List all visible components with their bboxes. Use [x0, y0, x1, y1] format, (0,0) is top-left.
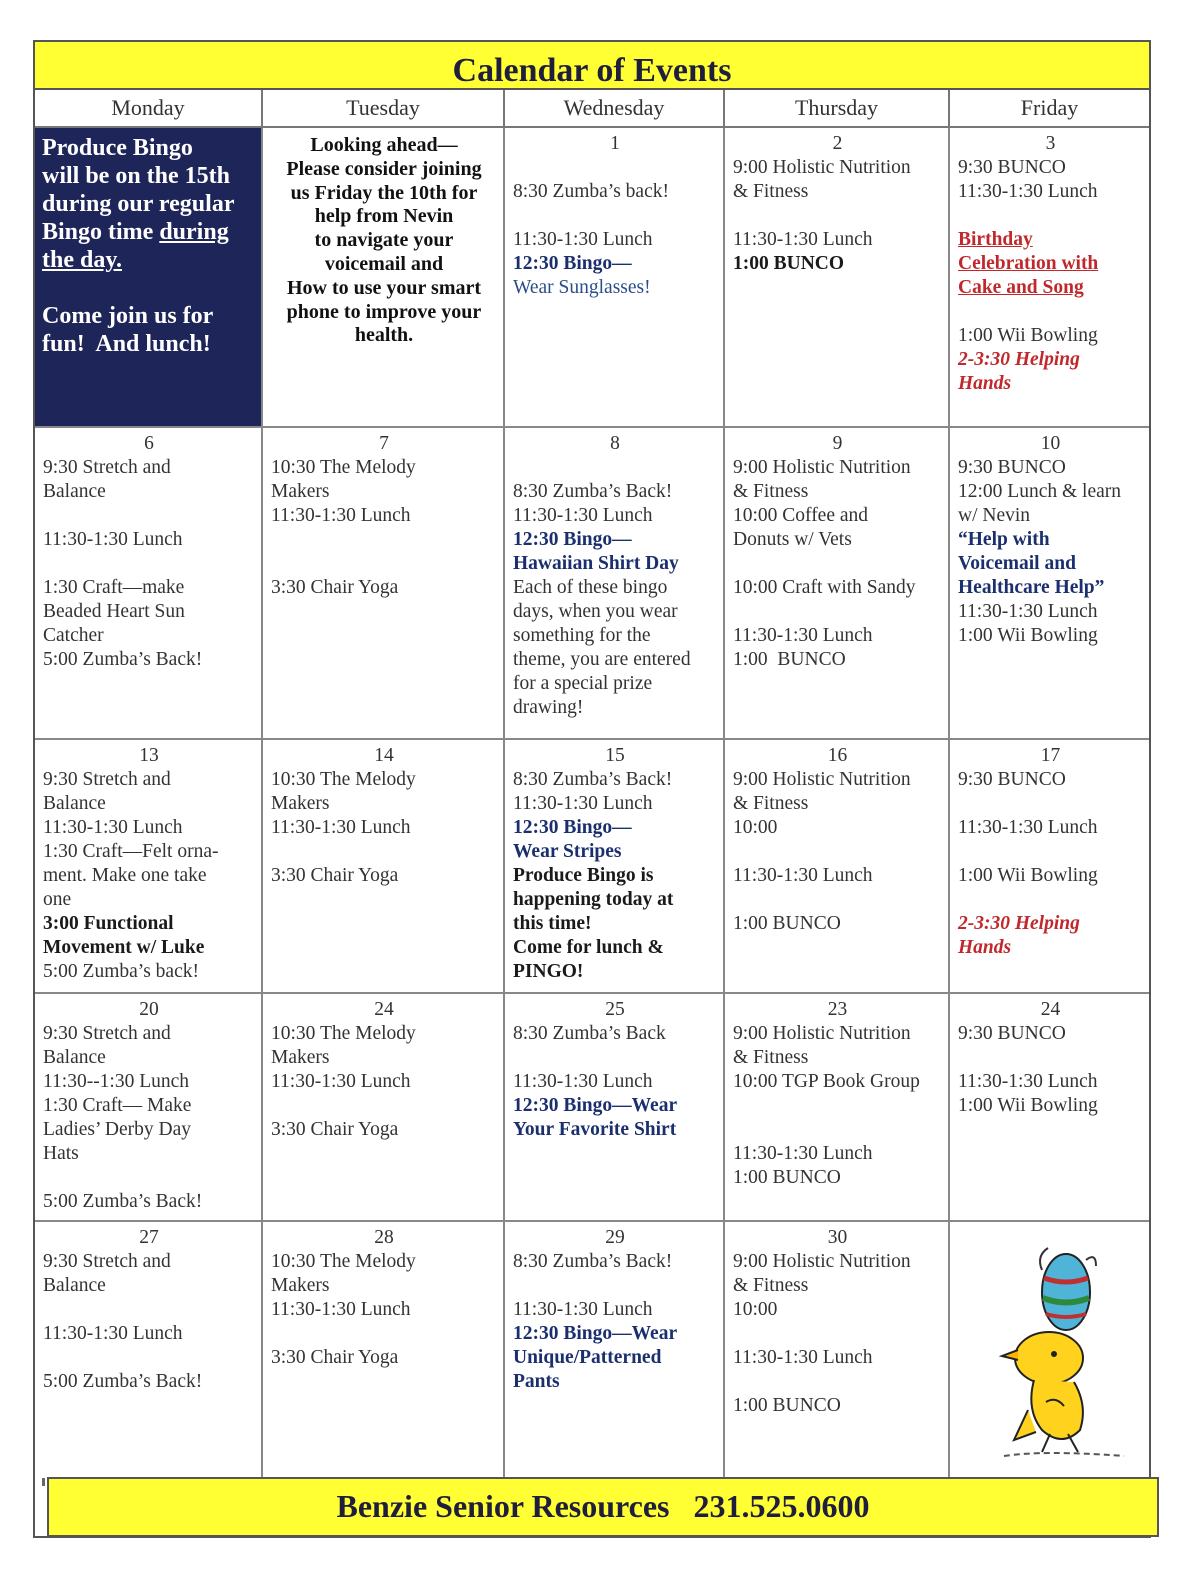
- event-line: Makers: [271, 1047, 330, 1068]
- event-line: [733, 840, 942, 864]
- event-line: 9:00 Holistic Nutrition: [733, 157, 911, 178]
- event-line: Healthcare Help”: [958, 577, 1105, 598]
- announcement-line: help from Nevin: [314, 205, 454, 228]
- event-line: 9:00 Holistic Nutrition: [733, 457, 911, 478]
- event-line: 1:00 Wii Bowling: [958, 865, 1098, 886]
- announcement-line: the day.: [42, 247, 123, 273]
- event-line: [43, 1298, 255, 1322]
- event-line: 3:30 Chair Yoga: [271, 577, 399, 598]
- event-line: 11:30-1:30 Lunch: [271, 1071, 411, 1092]
- day-cell-3: [950, 128, 1149, 428]
- produce-bingo-announcement: [35, 128, 263, 428]
- event-line: happening today at: [513, 889, 674, 910]
- announcement-line: Bingo time during: [42, 219, 229, 245]
- event-line: 12:00 Lunch & learn: [958, 481, 1121, 502]
- announcement-line: phone to improve your: [286, 300, 482, 323]
- event-line: 1:00 BUNCO: [733, 1395, 841, 1416]
- event-line: 10:00: [733, 1299, 778, 1320]
- event-line: 11:30-1:30 Lunch: [43, 817, 183, 838]
- event-line: 11:30-1:30 Lunch: [43, 1323, 183, 1344]
- announcement-line: us Friday the 10th for: [290, 181, 478, 204]
- event-line: [958, 204, 1143, 228]
- day-cell-1: [505, 128, 725, 428]
- day-number: 1: [610, 133, 620, 154]
- event-line: [513, 204, 717, 228]
- event-line: [513, 1274, 717, 1298]
- event-line: Movement w/ Luke: [43, 937, 205, 958]
- event-line: Balance: [43, 1275, 106, 1296]
- announcement-line: will be on the 15th: [42, 163, 231, 189]
- event-line: 12:30 Bingo—: [513, 529, 632, 550]
- event-line: 8:30 Zumba’s Back!: [513, 481, 673, 502]
- event-line: [43, 1166, 255, 1190]
- event-line: 3:30 Chair Yoga: [271, 1347, 399, 1368]
- day-cell-25: [505, 994, 725, 1222]
- day-number: 8: [610, 433, 620, 454]
- day-number: 20: [139, 999, 159, 1020]
- event-line: 11:30-1:30 Lunch: [958, 817, 1098, 838]
- event-line: 10:30 The Melody: [271, 1023, 416, 1044]
- day-cell-6: [35, 428, 263, 740]
- event-line: Wear Sunglasses!: [513, 277, 651, 298]
- event-line: this time!: [513, 913, 592, 934]
- event-line: Celebration with: [958, 253, 1099, 274]
- day-cell-2: [725, 128, 950, 428]
- event-line: 9:00 Holistic Nutrition: [733, 769, 911, 790]
- event-line: [958, 1046, 1143, 1070]
- event-line: 2-3:30 Helping: [958, 349, 1080, 370]
- event-line: 11:30-1:30 Lunch: [733, 229, 873, 250]
- event-line: 11:30-1:30 Lunch: [43, 529, 183, 550]
- event-line: Makers: [271, 481, 330, 502]
- event-line: & Fitness: [733, 1047, 809, 1068]
- event-line: one: [43, 889, 72, 910]
- day-cell-28: [263, 1222, 505, 1482]
- announcement-line: fun! And lunch!: [42, 331, 211, 357]
- event-line: Your Favorite Shirt: [513, 1119, 677, 1140]
- announcement-line: during our regular: [42, 191, 235, 217]
- event-line: Unique/Patterned: [513, 1347, 662, 1368]
- event-line: [513, 1046, 717, 1070]
- event-line: [733, 204, 942, 228]
- event-line: 5:00 Zumba’s Back!: [43, 1371, 203, 1392]
- event-line: 1:30 Craft—Felt orna-: [43, 841, 219, 862]
- announcement-line: Please consider joining: [286, 157, 482, 180]
- event-line: days, when you wear: [513, 601, 678, 622]
- woodstock-illustration-cell: [950, 1222, 1149, 1482]
- event-line: PINGO!: [513, 961, 584, 982]
- event-line: & Fitness: [733, 181, 809, 202]
- event-line: 5:00 Zumba’s Back!: [43, 649, 203, 670]
- footer-banner: [47, 1477, 1159, 1537]
- event-line: [513, 456, 717, 480]
- event-line: 12:30 Bingo—: [513, 253, 632, 274]
- announcement-line: Produce Bingo: [42, 135, 193, 161]
- event-line: 11:30-1:30 Lunch: [733, 625, 873, 646]
- event-line: Pants: [513, 1371, 560, 1392]
- event-line: 9:30 BUNCO: [958, 1023, 1066, 1044]
- header-tuesday: Tuesday: [263, 90, 505, 128]
- announcement-line: voicemail and: [324, 252, 444, 275]
- event-line: 11:30-1:30 Lunch: [513, 1071, 653, 1092]
- event-line: 1:30 Craft—make: [43, 577, 185, 598]
- header-thursday: Thursday: [725, 90, 950, 128]
- event-line: 3:00 Functional: [43, 913, 174, 934]
- header-wednesday: Wednesday: [505, 90, 725, 128]
- day-number: 24: [1040, 999, 1061, 1020]
- event-line: Hawaiian Shirt Day: [513, 553, 679, 574]
- woodstock-egg-illustration: [964, 1230, 1144, 1470]
- event-line: 10:30 The Melody: [271, 769, 416, 790]
- day-cell-7: [263, 428, 505, 740]
- event-line: 11:30-1:30 Lunch: [513, 793, 653, 814]
- event-line: 1:00 Wii Bowling: [958, 1095, 1098, 1116]
- event-line: 10:00 TGP Book Group: [733, 1071, 920, 1092]
- header-monday: Monday: [35, 90, 263, 128]
- footer-org: Benzie Senior Resources: [336, 1488, 670, 1524]
- day-cell-13: [35, 740, 263, 994]
- day-number: 16: [827, 745, 848, 766]
- event-line: [958, 300, 1143, 324]
- event-line: [271, 1094, 497, 1118]
- event-line: Catcher: [43, 625, 104, 646]
- announcement-line: Come join us for: [42, 303, 214, 329]
- event-line: 10:30 The Melody: [271, 1251, 416, 1272]
- day-cell-15: [505, 740, 725, 994]
- day-cell-17: [950, 740, 1149, 994]
- event-line: [958, 792, 1143, 816]
- event-line: [733, 1370, 942, 1394]
- event-line: 2-3:30 Helping: [958, 913, 1080, 934]
- event-line: Birthday: [958, 229, 1033, 250]
- event-line: for a special prize: [513, 673, 653, 694]
- day-number: 7: [379, 433, 389, 454]
- event-line: 8:30 Zumba’s Back: [513, 1023, 666, 1044]
- event-line: 11:30-1:30 Lunch: [958, 601, 1098, 622]
- day-number: 9: [832, 433, 843, 454]
- event-line: [958, 888, 1143, 912]
- day-cell-24: [263, 994, 505, 1222]
- event-line: “Help with: [958, 529, 1050, 550]
- event-line: 1:00 Wii Bowling: [958, 325, 1098, 346]
- event-line: Ladies’ Derby Day: [43, 1119, 191, 1140]
- day-cell-27: [35, 1222, 263, 1482]
- event-line: Balance: [43, 481, 106, 502]
- day-cell-24: [950, 994, 1149, 1222]
- event-line: & Fitness: [733, 1275, 809, 1296]
- day-number: 28: [374, 1227, 394, 1248]
- day-cell-20: [35, 994, 263, 1222]
- event-line: 8:30 Zumba’s back!: [513, 181, 669, 202]
- event-line: [271, 528, 497, 552]
- event-line: theme, you are entered: [513, 649, 691, 670]
- day-number: 23: [827, 999, 848, 1020]
- day-cell-9: [725, 428, 950, 740]
- event-line: 1:00 BUNCO: [733, 253, 845, 274]
- calendar-title: Calendar of Events: [452, 52, 732, 89]
- day-number: 2: [832, 133, 843, 154]
- event-line: [733, 552, 942, 576]
- event-line: Wear Stripes: [513, 841, 622, 862]
- event-line: something for the: [513, 625, 651, 646]
- event-line: Balance: [43, 1047, 106, 1068]
- calendar-title-bar: [35, 42, 1149, 90]
- event-line: [733, 1118, 942, 1142]
- event-line: 10:00 Coffee and: [733, 505, 869, 526]
- event-line: 11:30-1:30 Lunch: [958, 181, 1098, 202]
- event-line: 1:00 BUNCO: [733, 913, 841, 934]
- event-line: Hands: [958, 937, 1012, 958]
- event-line: 11:30-1:30 Lunch: [513, 1299, 653, 1320]
- day-number: 10: [1040, 433, 1061, 454]
- nevin-help-announcement: [263, 128, 505, 428]
- event-line: 3:30 Chair Yoga: [271, 865, 399, 886]
- event-line: 9:30 BUNCO: [958, 457, 1066, 478]
- day-cell-29: [505, 1222, 725, 1482]
- event-line: 11:30-1:30 Lunch: [733, 865, 873, 886]
- event-line: Produce Bingo is: [513, 865, 654, 886]
- day-number: 6: [144, 433, 154, 454]
- event-line: 11:30-1:30 Lunch: [513, 505, 653, 526]
- event-line: [733, 1322, 942, 1346]
- event-line: 1:00 BUNCO: [733, 649, 846, 670]
- event-line: 10:30 The Melody: [271, 457, 416, 478]
- divider: [42, 1478, 45, 1486]
- event-line: Hats: [43, 1143, 79, 1164]
- announcement-line: How to use your smart: [286, 276, 482, 299]
- event-line: 12:30 Bingo—: [513, 817, 632, 838]
- event-line: [733, 1094, 942, 1118]
- day-cell-14: [263, 740, 505, 994]
- event-line: 11:30-1:30 Lunch: [513, 229, 653, 250]
- event-line: 11:30-1:30 Lunch: [271, 1299, 411, 1320]
- event-line: 9:30 BUNCO: [958, 769, 1066, 790]
- event-line: [271, 552, 497, 576]
- day-cell-23: [725, 994, 950, 1222]
- day-number: 14: [374, 745, 394, 766]
- event-line: Balance: [43, 793, 106, 814]
- day-cell-30: [725, 1222, 950, 1482]
- event-line: Come for lunch &: [513, 937, 664, 958]
- day-number: 15: [605, 745, 625, 766]
- footer-phone: 231.525.0600: [693, 1488, 870, 1524]
- event-line: [43, 552, 255, 576]
- event-line: 8:30 Zumba’s Back!: [513, 769, 673, 790]
- event-line: 10:00: [733, 817, 778, 838]
- day-number: 27: [139, 1227, 159, 1248]
- day-number: 24: [374, 999, 394, 1020]
- day-number: 17: [1040, 745, 1061, 766]
- event-line: 9:30 Stretch and: [43, 457, 171, 478]
- event-line: Donuts w/ Vets: [733, 529, 852, 550]
- event-line: [271, 1322, 497, 1346]
- event-line: 9:30 BUNCO: [958, 157, 1066, 178]
- event-line: 11:30--1:30 Lunch: [43, 1071, 190, 1092]
- day-number: 3: [1045, 133, 1056, 154]
- event-line: 9:30 Stretch and: [43, 1251, 171, 1272]
- event-line: [43, 1346, 255, 1370]
- announcement-line: health.: [354, 324, 414, 347]
- day-cell-8: [505, 428, 725, 740]
- day-number: 13: [139, 745, 159, 766]
- event-line: Each of these bingo: [513, 577, 668, 598]
- event-line: [733, 600, 942, 624]
- event-line: 11:30-1:30 Lunch: [733, 1143, 873, 1164]
- event-line: 11:30-1:30 Lunch: [271, 505, 411, 526]
- event-line: 12:30 Bingo—Wear: [513, 1323, 678, 1344]
- day-number: 30: [827, 1227, 848, 1248]
- event-line: Cake and Song: [958, 277, 1084, 298]
- event-line: 9:30 Stretch and: [43, 1023, 171, 1044]
- event-line: 3:30 Chair Yoga: [271, 1119, 399, 1140]
- calendar: [33, 40, 1151, 1538]
- event-line: [43, 504, 255, 528]
- event-line: w/ Nevin: [958, 505, 1031, 526]
- announcement-line: Looking ahead—: [310, 134, 458, 156]
- event-line: Makers: [271, 793, 330, 814]
- event-line: 1:00 Wii Bowling: [958, 625, 1098, 646]
- event-line: 9:00 Holistic Nutrition: [733, 1251, 911, 1272]
- event-line: 11:30-1:30 Lunch: [733, 1347, 873, 1368]
- event-line: 9:30 Stretch and: [43, 769, 171, 790]
- event-line: 12:30 Bingo—Wear: [513, 1095, 678, 1116]
- event-line: 1:00 BUNCO: [733, 1167, 841, 1188]
- event-line: Hands: [958, 373, 1012, 394]
- event-line: [513, 156, 717, 180]
- day-cell-16: [725, 740, 950, 994]
- event-line: drawing!: [513, 697, 584, 718]
- day-cell-10: [950, 428, 1149, 740]
- event-line: & Fitness: [733, 793, 809, 814]
- event-line: Makers: [271, 1275, 330, 1296]
- announcement-line: to navigate your: [314, 229, 454, 252]
- announcement-line: [42, 274, 255, 302]
- event-line: 8:30 Zumba’s Back!: [513, 1251, 673, 1272]
- event-line: 11:30-1:30 Lunch: [958, 1071, 1098, 1092]
- event-line: 10:00 Craft with Sandy: [733, 577, 916, 598]
- event-line: [958, 840, 1143, 864]
- event-line: & Fitness: [733, 481, 809, 502]
- event-line: 1:30 Craft— Make: [43, 1095, 192, 1116]
- day-number: 29: [605, 1227, 625, 1248]
- header-friday: Friday: [950, 90, 1149, 128]
- event-line: Voicemail and: [958, 553, 1076, 574]
- event-line: [271, 840, 497, 864]
- event-line: 5:00 Zumba’s back!: [43, 961, 199, 982]
- event-line: 5:00 Zumba’s Back!: [43, 1191, 203, 1212]
- event-line: 11:30-1:30 Lunch: [271, 817, 411, 838]
- event-line: [733, 888, 942, 912]
- event-line: 9:00 Holistic Nutrition: [733, 1023, 911, 1044]
- day-number: 25: [605, 999, 625, 1020]
- event-line: ment. Make one take: [43, 865, 207, 886]
- event-line: Beaded Heart Sun: [43, 601, 185, 622]
